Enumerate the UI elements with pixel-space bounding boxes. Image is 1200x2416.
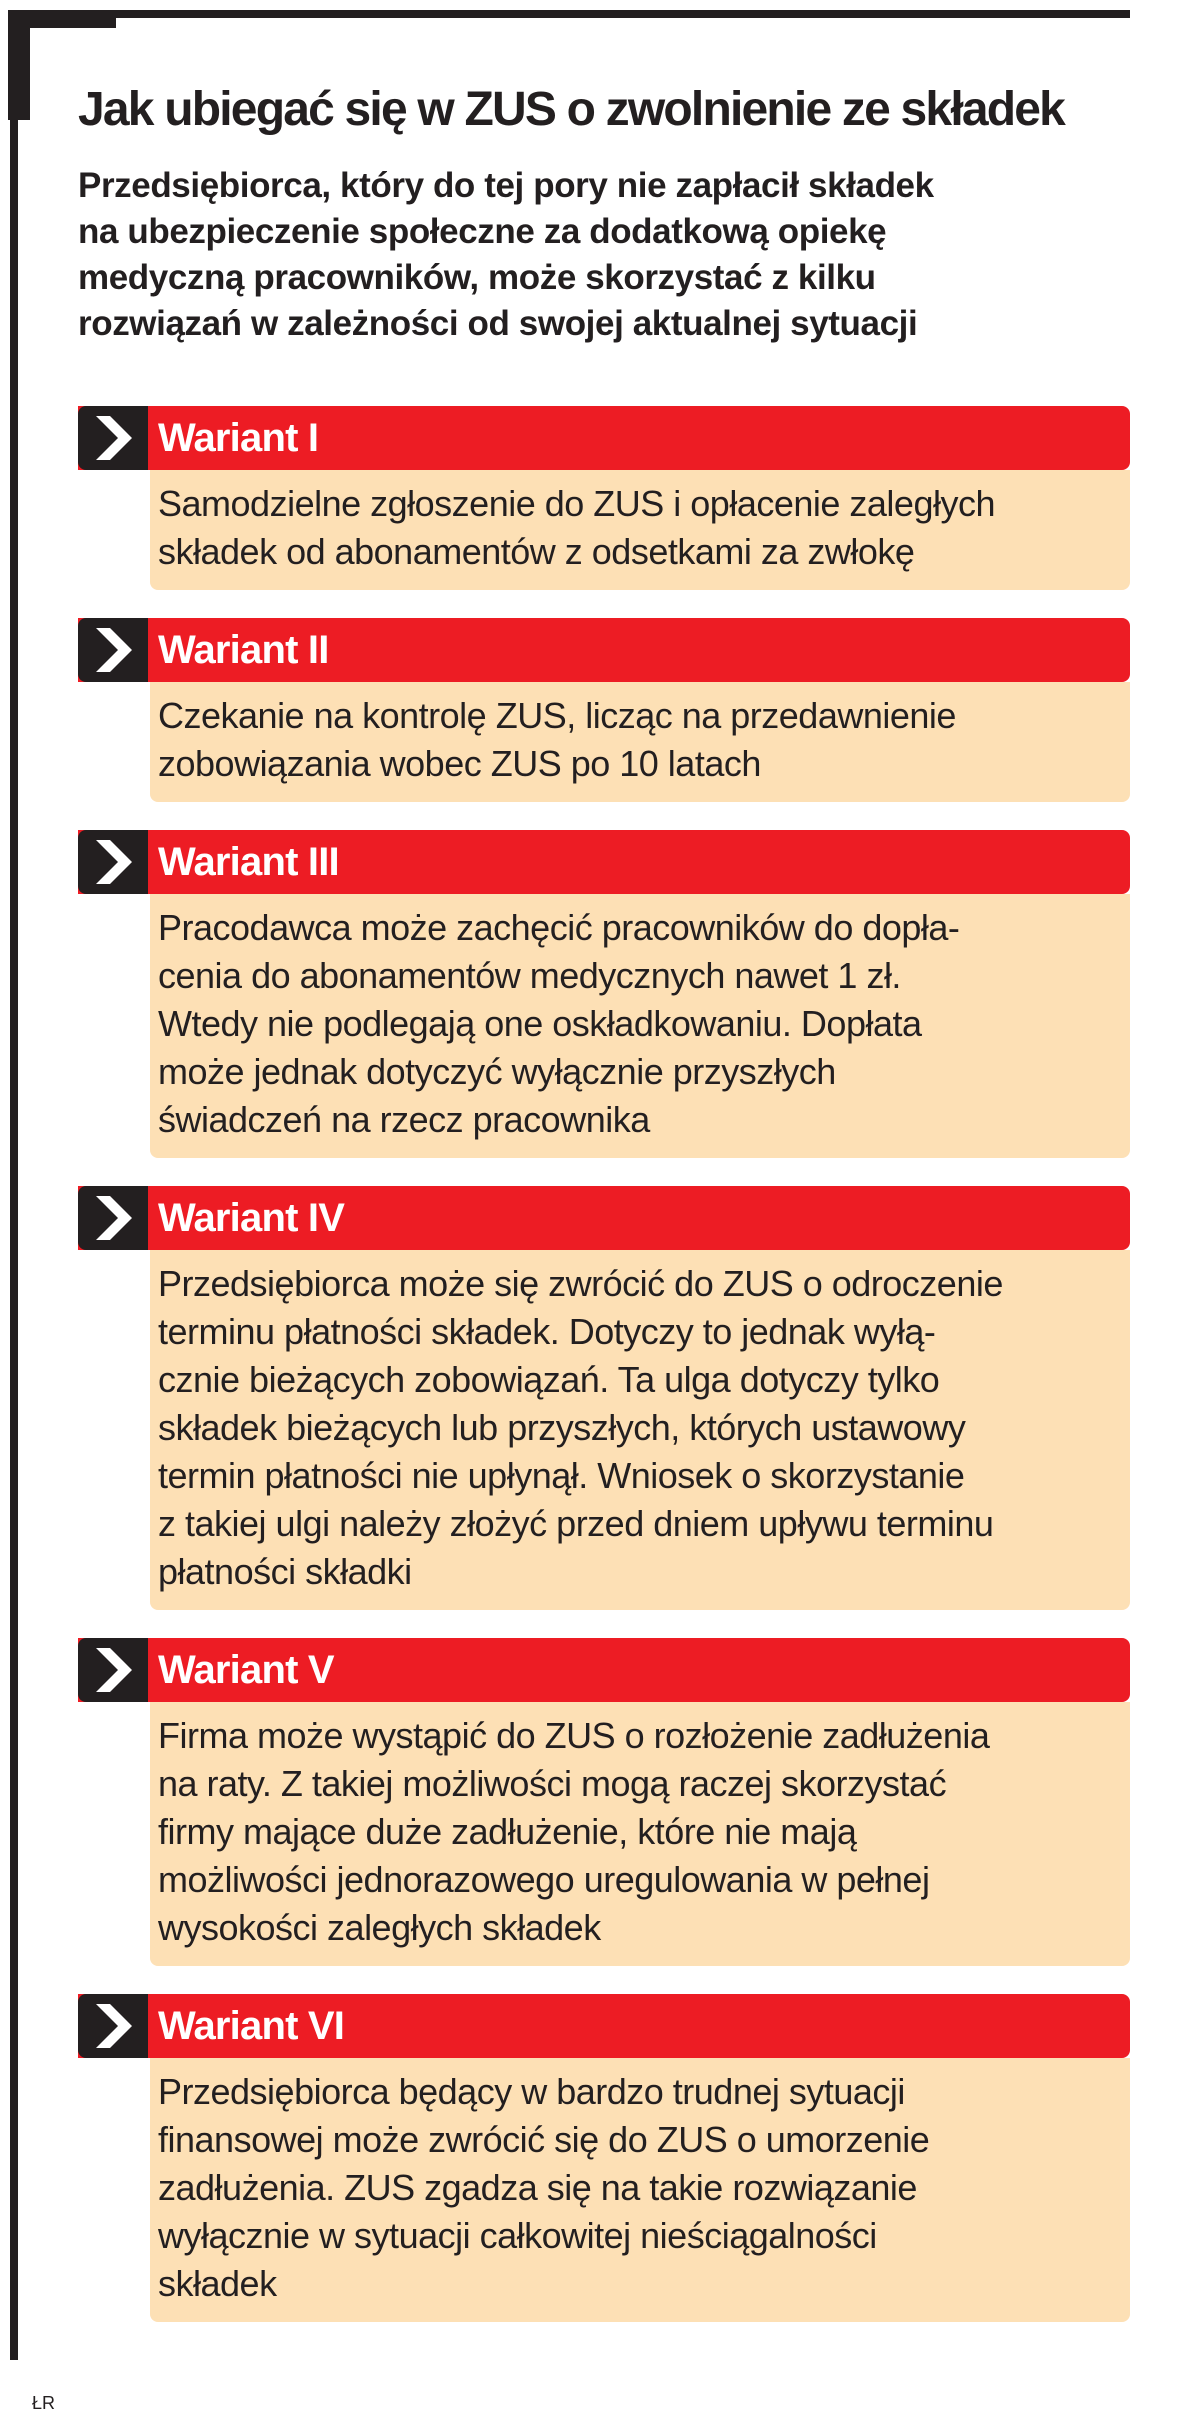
variant-body <box>150 682 1130 802</box>
lead-line: na ubezpieczenie społeczne za dodatkową opiekę <box>78 212 887 251</box>
variant-line: termin płatności nie upłynął. Wniosek o skorzystanie <box>158 1455 965 1496</box>
variant-line: składek bieżących lub przyszłych, których ustawowy <box>158 1407 966 1448</box>
variant-line: możliwości jednorazowego uregulowania w pełnej <box>158 1859 930 1900</box>
variant-5 <box>78 1638 1130 1966</box>
headline: Jak ubiegać się w ZUS o zwolnienie ze składek <box>78 83 1065 136</box>
variant-body <box>150 894 1130 1158</box>
chevron-right-icon <box>78 830 148 894</box>
variant-line: Wtedy nie podlegają one oskładkowaniu. Dopłata <box>158 1003 922 1044</box>
variant-2 <box>78 618 1130 802</box>
variant-line: zadłużenia. ZUS zgadza się na takie rozwiązanie <box>158 2167 917 2208</box>
variant-line: cznie bieżących zobowiązań. Ta ulga dotyczy tylko <box>158 1359 940 1400</box>
variant-line: terminu płatności składek. Dotyczy to jednak wyłą- <box>158 1311 936 1352</box>
variant-line: Samodzielne zgłoszenie do ZUS i opłacenie zaległych <box>158 483 995 524</box>
variant-line: Pracodawca może zachęcić pracowników do dopła- <box>158 907 960 948</box>
variant-line: świadczeń na rzecz pracownika <box>158 1099 650 1140</box>
variant-title: Wariant IV <box>158 1196 345 1240</box>
variant-line: może jednak dotyczyć wyłącznie przyszłych <box>158 1051 836 1092</box>
variant-3 <box>78 830 1130 1158</box>
variant-line: na raty. Z takiej możliwości mogą raczej skorzystać <box>158 1763 947 1804</box>
variant-body <box>150 1250 1130 1610</box>
variant-line: Przedsiębiorca może się zwrócić do ZUS o odroczenie <box>158 1263 1003 1304</box>
variant-line: Przedsiębiorca będący w bardzo trudnej sytuacji <box>158 2071 905 2112</box>
variant-header <box>78 830 1130 894</box>
variant-header <box>78 618 1130 682</box>
frame-left-rule <box>10 10 18 2360</box>
variant-line: płatności składki <box>158 1551 412 1592</box>
variant-header <box>78 1638 1130 1702</box>
variant-body <box>150 470 1130 590</box>
variant-line: wysokości zaległych składek <box>158 1907 601 1948</box>
variant-body <box>150 2058 1130 2322</box>
variant-line: zobowiązania wobec ZUS po 10 latach <box>158 743 761 784</box>
chevron-right-icon <box>78 618 148 682</box>
variant-line: składek <box>158 2263 277 2304</box>
variant-title: Wariant VI <box>158 2004 345 2048</box>
variant-title: Wariant II <box>158 628 329 672</box>
variant-line: Czekanie na kontrolę ZUS, licząc na przedawnienie <box>158 695 956 736</box>
lead-line: rozwiązań w zależności od swojej aktualnej sytuacji <box>78 304 918 343</box>
variant-line: finansowej może zwrócić się do ZUS o umorzenie <box>158 2119 930 2160</box>
chevron-right-icon <box>78 406 148 470</box>
variant-line: wyłącznie w sytuacji całkowitej nieściągalności <box>158 2215 877 2256</box>
author-signature: ŁR <box>32 2393 56 2413</box>
chevron-right-icon <box>78 1186 148 1250</box>
variant-header <box>78 406 1130 470</box>
lead-line: medyczną pracowników, może skorzystać z kilku <box>78 258 876 297</box>
variant-line: z takiej ulgi należy złożyć przed dniem upływu terminu <box>158 1503 994 1544</box>
variant-header <box>78 1186 1130 1250</box>
frame-top-rule <box>10 10 1130 18</box>
variant-header <box>78 1994 1130 2058</box>
variant-line: Firma może wystąpić do ZUS o rozłożenie zadłużenia <box>158 1715 990 1756</box>
variant-line: składek od abonamentów z odsetkami za zwłokę <box>158 531 915 572</box>
chevron-right-icon <box>78 1994 148 2058</box>
variant-line: cenia do abonamentów medycznych nawet 1 zł. <box>158 955 901 996</box>
variant-body <box>150 1702 1130 1966</box>
variant-title: Wariant I <box>158 416 319 460</box>
variant-title: Wariant V <box>158 1648 334 1692</box>
chevron-right-icon <box>78 1638 148 1702</box>
variant-6 <box>78 1994 1130 2322</box>
variant-4 <box>78 1186 1130 1610</box>
lead-paragraph <box>78 163 1138 347</box>
variant-title: Wariant III <box>158 840 339 884</box>
variants-list <box>78 406 1130 2350</box>
variant-1 <box>78 406 1130 590</box>
frame-top-block <box>10 10 116 28</box>
variant-line: firmy mające duże zadłużenie, które nie mają <box>158 1811 857 1852</box>
lead-line: Przedsiębiorca, który do tej pory nie zapłacił składek <box>78 166 934 205</box>
